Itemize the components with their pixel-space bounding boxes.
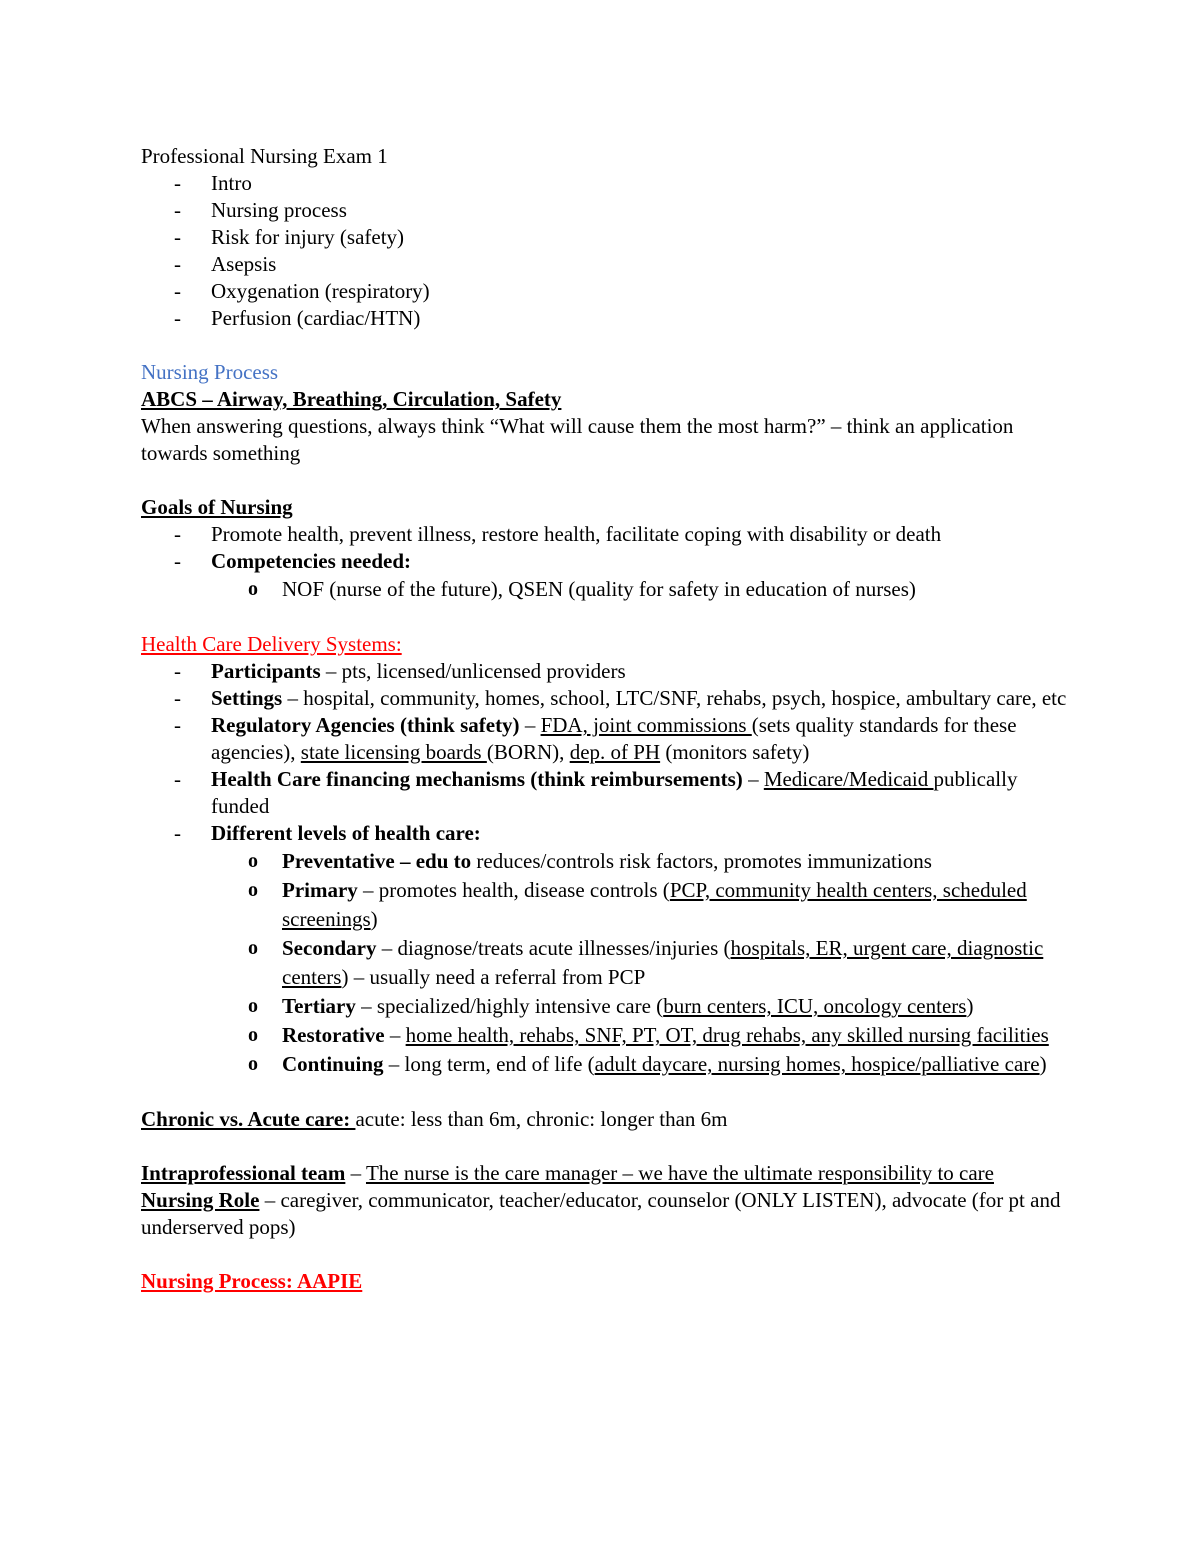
item-label: Participants — [211, 659, 321, 683]
dash-bullet: - — [174, 549, 181, 573]
level-text: – diagnose/treats acute illnesses/injuries ( — [376, 936, 731, 960]
level-label: Restorative — [282, 1023, 385, 1047]
level-item-restorative — [141, 1021, 1071, 1050]
spacer — [141, 1133, 1071, 1160]
hcds-item — [141, 820, 1071, 847]
topic-text: Intro — [211, 171, 252, 195]
competencies-subitem — [141, 575, 1071, 604]
level-text: reduces/controls risk factors, promotes immunizations — [471, 849, 932, 873]
level-text: – promotes health, disease controls ( — [357, 878, 670, 902]
chronic-acute-line — [141, 1106, 1071, 1133]
circle-bullet: o — [248, 1053, 258, 1075]
circle-bullet: o — [248, 1024, 258, 1046]
dash-bullet: - — [174, 522, 181, 546]
item-text: (monitors safety) — [660, 740, 810, 764]
item-text: (BORN), — [486, 740, 570, 764]
goals-item — [141, 521, 1071, 548]
level-text: – — [384, 1023, 406, 1047]
level-text: ) — [966, 994, 974, 1018]
dash-bullet: - — [174, 225, 181, 249]
level-item-primary — [141, 876, 1071, 934]
topic-item — [141, 224, 1071, 251]
level-underlined: adult daycare, nursing homes, hospice/palliative care — [594, 1052, 1040, 1076]
item-label: Regulatory Agencies (think safety) — [211, 713, 520, 737]
level-label: Preventative — [282, 849, 395, 873]
item-label: Health Care financing mechanisms (think reimbursements) — [211, 767, 743, 791]
hcds-item — [141, 712, 1071, 766]
item-text: publically funded — [211, 767, 1018, 818]
competencies-label: Competencies needed: — [211, 549, 412, 573]
level-item-secondary — [141, 934, 1071, 992]
abcs-heading — [141, 386, 1071, 413]
item-text: (sets quality standards for these agencies), — [211, 713, 1017, 764]
item-label: Settings — [211, 686, 283, 710]
circle-bullet: o — [248, 578, 258, 600]
level-underlined: home health, rehabs, SNF, PT, OT, drug rehabs, any skilled nursing facilities — [405, 1023, 1049, 1047]
document-title: Professional Nursing Exam 1 — [141, 144, 388, 168]
level-underlined: PCP, community health centers, scheduled screenings — [282, 878, 1027, 931]
circle-bullet: o — [248, 995, 258, 1017]
dash-bullet: - — [174, 171, 181, 195]
spacer — [141, 604, 1071, 631]
chronic-text: acute: less than 6m, chronic: longer than 6m — [355, 1107, 728, 1131]
item-text: – — [742, 767, 764, 791]
hcds-heading: Health Care Delivery Systems: — [141, 632, 402, 656]
level-text: ) – usually need a referral from PCP — [341, 965, 646, 989]
hcds-item — [141, 766, 1071, 820]
spacer — [141, 467, 1071, 494]
item-text: – — [519, 713, 541, 737]
hcds-item — [141, 658, 1071, 685]
circle-bullet: o — [248, 937, 258, 959]
level-label: Primary — [282, 878, 358, 902]
level-item-preventative — [141, 847, 1071, 876]
chronic-label: Chronic vs. Acute care: — [141, 1107, 356, 1131]
dash-bullet: - — [174, 659, 181, 683]
level-underlined: burn centers, ICU, oncology centers — [663, 994, 967, 1018]
goals-heading-text: Goals of Nursing — [141, 495, 293, 519]
dash-bullet: - — [174, 306, 181, 330]
dash-bullet: - — [174, 252, 181, 276]
circle-bullet: o — [248, 879, 258, 901]
topic-item — [141, 251, 1071, 278]
circle-bullet: o — [248, 850, 258, 872]
dash-bullet: - — [174, 198, 181, 222]
exam-tip: When answering questions, always think “What will cause them the most harm?” – think an application towards something — [141, 414, 1014, 465]
aapie-heading — [141, 1268, 1071, 1295]
intra-label: Intraprofessional team — [141, 1161, 346, 1185]
dash-bullet: - — [174, 279, 181, 303]
item-text: – pts, licensed/unlicensed providers — [320, 659, 626, 683]
nursing-process-heading: Nursing Process — [141, 360, 279, 384]
level-label: Tertiary — [282, 994, 356, 1018]
spacer — [141, 332, 1071, 359]
aapie-heading-text: Nursing Process: AAPIE — [141, 1269, 363, 1293]
level-underlined: hospitals, ER, urgent care, diagnostic centers — [282, 936, 1044, 989]
goals-item-text: Promote health, prevent illness, restore health, facilitate coping with disability or death — [211, 522, 942, 546]
spacer — [141, 1241, 1071, 1268]
intraprofessional-line — [141, 1160, 1071, 1187]
topic-text: Perfusion (cardiac/HTN) — [211, 306, 421, 330]
spacer — [141, 1079, 1071, 1106]
level-text: – specialized/highly intensive care ( — [355, 994, 664, 1018]
dash-bullet: - — [174, 821, 181, 845]
goals-heading — [141, 494, 1071, 521]
hcds-item — [141, 685, 1071, 712]
item-underlined: dep. of PH — [569, 740, 661, 764]
level-label: Continuing — [282, 1052, 384, 1076]
level-label: Secondary — [282, 936, 377, 960]
item-underlined: state licensing boards — [300, 740, 487, 764]
topic-item — [141, 278, 1071, 305]
topic-text: Nursing process — [211, 198, 347, 222]
dash-bullet: - — [174, 686, 181, 710]
topic-text: Oxygenation (respiratory) — [211, 279, 430, 303]
goals-item — [141, 548, 1071, 575]
role-text: – caregiver, communicator, teacher/educator, counselor (ONLY LISTEN), advocate (for pt and underserved pops) — [141, 1188, 1061, 1239]
item-underlined: FDA, joint commissions — [540, 713, 752, 737]
nursing-role-line — [141, 1187, 1071, 1241]
topic-text: Asepsis — [211, 252, 277, 276]
dash-bullet: - — [174, 767, 181, 791]
item-underlined: Medicare/Medicaid — [763, 767, 934, 791]
role-label: Nursing Role — [141, 1188, 260, 1212]
level-text: ) — [370, 907, 378, 931]
level-text: – long term, end of life ( — [383, 1052, 595, 1076]
competencies-sub-text: NOF (nurse of the future), QSEN (quality for safety in education of nurses) — [282, 577, 916, 601]
level-label: edu to — [415, 849, 472, 873]
intra-dash: – — [345, 1161, 366, 1185]
topic-text: Risk for injury (safety) — [211, 225, 405, 249]
abcs-text: ABCS – Airway, Breathing, Circulation, Safety — [141, 387, 562, 411]
dash-bullet: - — [174, 713, 181, 737]
item-text: – hospital, community, homes, school, LTC/SNF, rehabs, psych, hospice, ambultary care, etc — [282, 686, 1067, 710]
level-item-tertiary — [141, 992, 1071, 1021]
level-text: – — [394, 849, 416, 873]
document-body — [141, 143, 1071, 1295]
level-text: ) — [1039, 1052, 1047, 1076]
topic-item — [141, 170, 1071, 197]
topic-item — [141, 305, 1071, 332]
topic-item — [141, 197, 1071, 224]
level-item-continuing — [141, 1050, 1071, 1079]
item-label: Different levels of health care: — [211, 821, 481, 845]
intra-text: The nurse is the care manager – we have the ultimate responsibility to care — [365, 1161, 994, 1185]
